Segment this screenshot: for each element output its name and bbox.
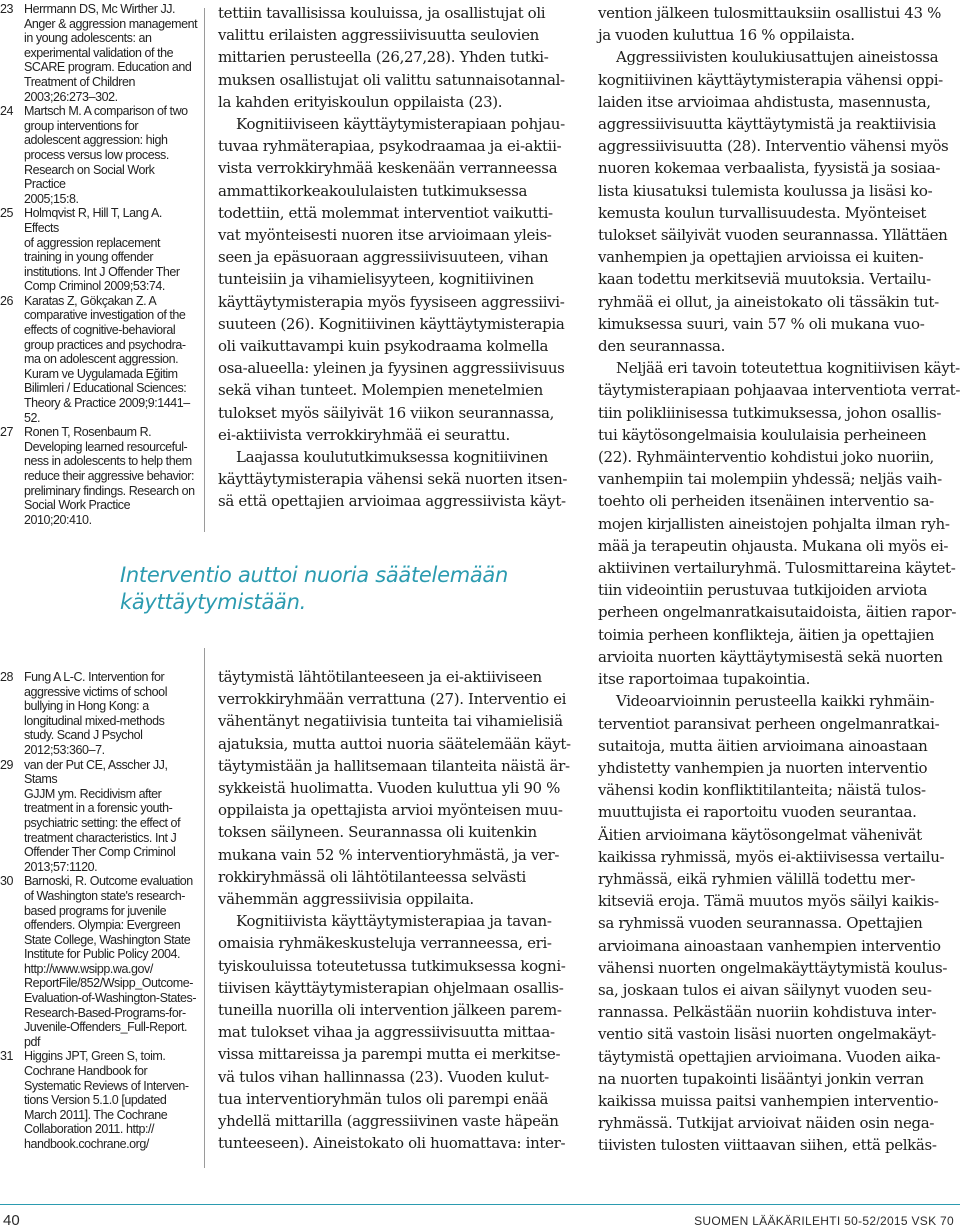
column-divider [204, 648, 205, 1168]
body-paragraph: vention jälkeen tulosmittauksiin osallistui 43 % ja vuoden kuluttua 16 % oppilaista. [598, 4, 941, 45]
pull-quote: Interventio auttoi nuoria säätelemään käyttäytymistään. [120, 563, 509, 614]
reference-text: van der Put CE, Asscher JJ, Stams GJJM ym. Recidivism after treatment in a forensic youth- psychiatric setting: the effect of treatment characteristics. Int J Offender Ther Comp Criminol 2013;57:1120. [24, 757, 181, 874]
reference-text: Fung A L-C. Intervention for aggressive victims of school bullying in Hong Kong: a longitudinal mixed-methods study. Scand J Psychol 2012;53:360–7. [24, 670, 168, 757]
page-number: 40 [3, 1212, 20, 1229]
reference-text: Martsch M. A comparison of two group interventions for adolescent aggression: high process versus low process. Research on Social Work Practice 2005;15:8. [24, 104, 188, 206]
reference-text: Barnoski, R. Outcome evaluation of Washington state's research- based programs for juvenile offenders. Olympia: Evergreen State College, Washington State Institute for Public Policy 2004. http://www.wsipp.wa.gov/ ReportFile/852/Wsipp_Outcome- Evaluation-of-Washington-States- Research-Based-Programs-for- Juvenile-Offenders_Full-Report. pdf [24, 874, 197, 1049]
reference-number: 28 [0, 670, 14, 684]
reference-number: 26 [0, 293, 14, 308]
body-paragraph: täytymistä lähtötilanteeseen ja ei-aktiiviseen verrokkiryhmään verrattuna (27). Interventio ei vähentänyt negatiivisia tunteita tai vihamielisiä ajatuksia, mutta auttoi nuoria säätelemään käyt- täytymistään ja hallitsemaan tilanteita näistä är- sykkeistä huolimatta. Vuoden kuluttua yli 90 % oppilaista ja opettajista arvioi myönteisen muu- toksen säilyneen. Seurannassa oli kuitenkin mukana vain 52 % interventioryhmästä, ja ver- rokkiryhmässä oli lähtötilanteessa selvästi vähemmän aggressiivisia oppilaita. [218, 668, 571, 909]
reference-item [0, 874, 198, 1049]
reference-text: Herrmann DS, Mc Wirther JJ. Anger & aggression management in young adolescents: an experimental validation of the SCARE program. Education and Treatment of Children 2003;26:273–302. [24, 2, 198, 104]
body-paragraph: Neljää eri tavoin toteutettua kognitiivisen käyt- täytymisterapiaan pohjaavaa interventiota verrat- tiin polikliinisessa tutkimuksessa, johon osallis- tui käytösongelmaisia koululaisia perheineen (22). Ryhmäinterventio kohdistui joko nuoriin, vanhempiin tai molempiin yhdessä; neljäs vaih- toehto oli perheiden itsenäinen interventio sa- mojen kirjallisten aineistojen pohjalta ilman ryh- mää ja terapeutin ohjausta. Mukana oli myös ei- aktiivinen vertailuryhmä. Tulosmittareina käytet- tiin videointiin perustuvaa tutkijoiden arviota perheen ongelmanratkaisutaidoista, äitien rapor- toimia perheen konflikteja, äitien ja opettajien arvioita nuorten käyttäytymisestä sekä nuorten itse raportoimaa tupakointia. [598, 359, 960, 689]
article-column-middle-bottom [218, 666, 584, 1154]
reference-item [0, 104, 198, 206]
reference-number: 27 [0, 425, 14, 440]
reference-text: Higgins JPT, Green S, toim. Cochrane Handbook for Systematic Reviews of Interven- tions Version 5.1.0 [updated March 2011]. The Cochrane Collaboration 2011. http:// handbook.cochrane.org/ [24, 1049, 189, 1151]
reference-item [0, 1049, 198, 1151]
body-paragraph: Videoarvioinnin perusteella kaikki ryhmäin- terventiot paransivat perheen ongelmanratkai- sutaitoja, mutta äitien arvioimana ainoastaan yhdistetty vanhempien ja nuorten interventio vähensi kodin konfliktitilanteita; näistä tulos- muuttujista ei raportoitu vuoden seurantaa. Äitien arvioimana käytösongelmat vähenivät kaikissa ryhmissä, myös ei-aktiivisessa vertailu- ryhmässä, eikä ryhmien välillä todettu mer- kitseviä eroja. Tämä muutos myös säilyi kaikis- sa ryhmissä vuoden seurannassa. Opettajien arvioimana ainoastaan vanhempien interventio vähensi nuorten ongelmakäyttäytymistä koulus- sa, joskaan tulos ei aivan säilynyt vuoden seu- rannassa. Pelkästään nuoriin kohdistuva inter- ventio sitä vastoin lisäsi nuorten ongelmakäyt- täytymistä opettajien arvioimana. Vuoden aika- na nuorten tupakointi lisääntyi jonkin verran kaikissa muissa paitsi vanhempien interventio- ryhmässä. Tutkijat arvioivat näiden osin nega- tiivisten tulosten viittaavan siihen, että pelkäs- [598, 692, 948, 1155]
reference-item [0, 2, 198, 104]
body-paragraph: tettiin tavallisissa kouluissa, ja osallistujat oli valittu erilaisten aggressiivisuutta seulovien mittarien perusteella (26,27,28). Yhden tutki- muksen osallistujat oli valittu satunnaisotannal- la kahden erityiskoulun oppilaista (23). [218, 4, 565, 111]
article-column-middle-top [218, 2, 584, 513]
reference-number: 30 [0, 874, 14, 889]
reference-item [0, 425, 198, 527]
article-column-right [598, 2, 960, 1157]
reference-number: 29 [0, 757, 14, 772]
body-paragraph: Laajassa koulututkimuksessa kognitiivinen käyttäytymisterapia vähensi sekä nuorten itsen- sä että opettajien arvioimaa aggressiivista käyt- [218, 448, 568, 511]
reference-number: 23 [0, 2, 14, 16]
reference-item [0, 206, 198, 294]
reference-text: Karatas Z, Gökçakan Z. A comparative investigation of the effects of cognitive-behavioral group practices and psychodra- ma on adolescent aggression. Kuram ve Uygulamada Eğitim Bilimleri / Educational Sciences: Theory & Practice 2009;9:1441– 52. [24, 293, 190, 425]
reference-text: Holmqvist R, Hill T, Lang A. Effects of aggression replacement training in young offender institutions. Int J Offender Ther Comp Criminol 2009;53:74. [24, 206, 180, 294]
references-list-top [0, 2, 198, 527]
body-paragraph: Kognitiivista käyttäytymisterapiaa ja tavan- omaisia ryhmäkeskusteluja verranneessa, eri- tyiskouluissa toteutetussa tutkimuksessa kogni- tiivisen käyttäytymisterapian ohjelmaan osallis- tuneilla nuorilla oli intervention jälkeen parem- mat tulokset vihaa ja aggressiivisuutta mittaa- vissa mittareissa ja parempi mutta ei merkitse- vä tulos vihan hallinnassa (23). Vuoden kulut- tua interventioryhmän tulos oli parempi enää yhdellä mittarilla (aggressiivinen vaste häpeän tunteeseen). Aineistokato oli huomattava: inter- [218, 912, 566, 1153]
references-list-bottom [0, 670, 198, 1152]
footer-rule [0, 1204, 960, 1205]
journal-footer: SUOMEN LÄÄKÄRILEHTI 50-52/2015 VSK 70 [694, 1214, 954, 1228]
body-paragraph: Aggressiivisten koulukiusattujen aineistossa kognitiivinen käyttäytymisterapia vähensi oppi- laiden itse arvioimaa ahdistusta, masennusta, aggressiivisuutta käyttäytymistä ja reaktiivisia aggressiivisuutta (28). Interventio vähensi myös nuoren kokemaa verbaalista, fyysistä ja sosiaa- lista kiusatuksi tulemista koulussa ja lisäsi ko- kemusta koulun turvallisuudesta. Myönteiset tulokset säilyivät vuoden seurannassa. Yllättäen vanhempien ja opettajien arvioissa ei kuiten- kaan todettu merkitseviä muutoksia. Vertailu- ryhmää ei ollut, ja aineistokato oli tässäkin tut- kimuksessa suuri, vain 57 % oli mukana vuo- den seurannassa. [598, 48, 949, 356]
reference-text: Ronen T, Rosenbaum R. Developing learned resourceful- ness in adolescents to help them reduce their aggressive behavior: preliminary findings. Research on Social Work Practice 2010;20:410. [24, 425, 195, 527]
column-divider [204, 8, 205, 532]
body-paragraph: Kognitiiviseen käyttäytymisterapiaan pohjau- tuvaa ryhmäterapiaa, psykodraamaa ja ei-aktii- vista verrokkiryhmää keskenään verranneessa ammattikorkeakoululaisten tutkimuksessa todettiin, että molemmat interventiot vaikutti- vat myönteisesti nuoren itse arvioimaan yleis- seen ja epäsuoraan aggressiivisuuteen, vihan tunteisiin ja vihamielisyyteen, kognitiivinen käyttäytymisterapia myös fyysiseen aggressiivi- suuteen (26). Kognitiivinen käyttäytymisterapia oli vaikuttavampi kuin psykodraama kolmella osa-alueella: yleinen ja fyysinen aggressiivisuus sekä vihan tunteet. Molempien menetelmien tulokset myös säilyivät 16 viikon seurannassa, ei-aktiivista verrokkiryhmää ei seurattu. [218, 115, 565, 444]
reference-number: 24 [0, 104, 14, 119]
reference-item [0, 758, 198, 875]
reference-item [0, 670, 198, 758]
reference-number: 25 [0, 206, 14, 221]
reference-number: 31 [0, 1049, 14, 1064]
reference-item [0, 294, 198, 425]
